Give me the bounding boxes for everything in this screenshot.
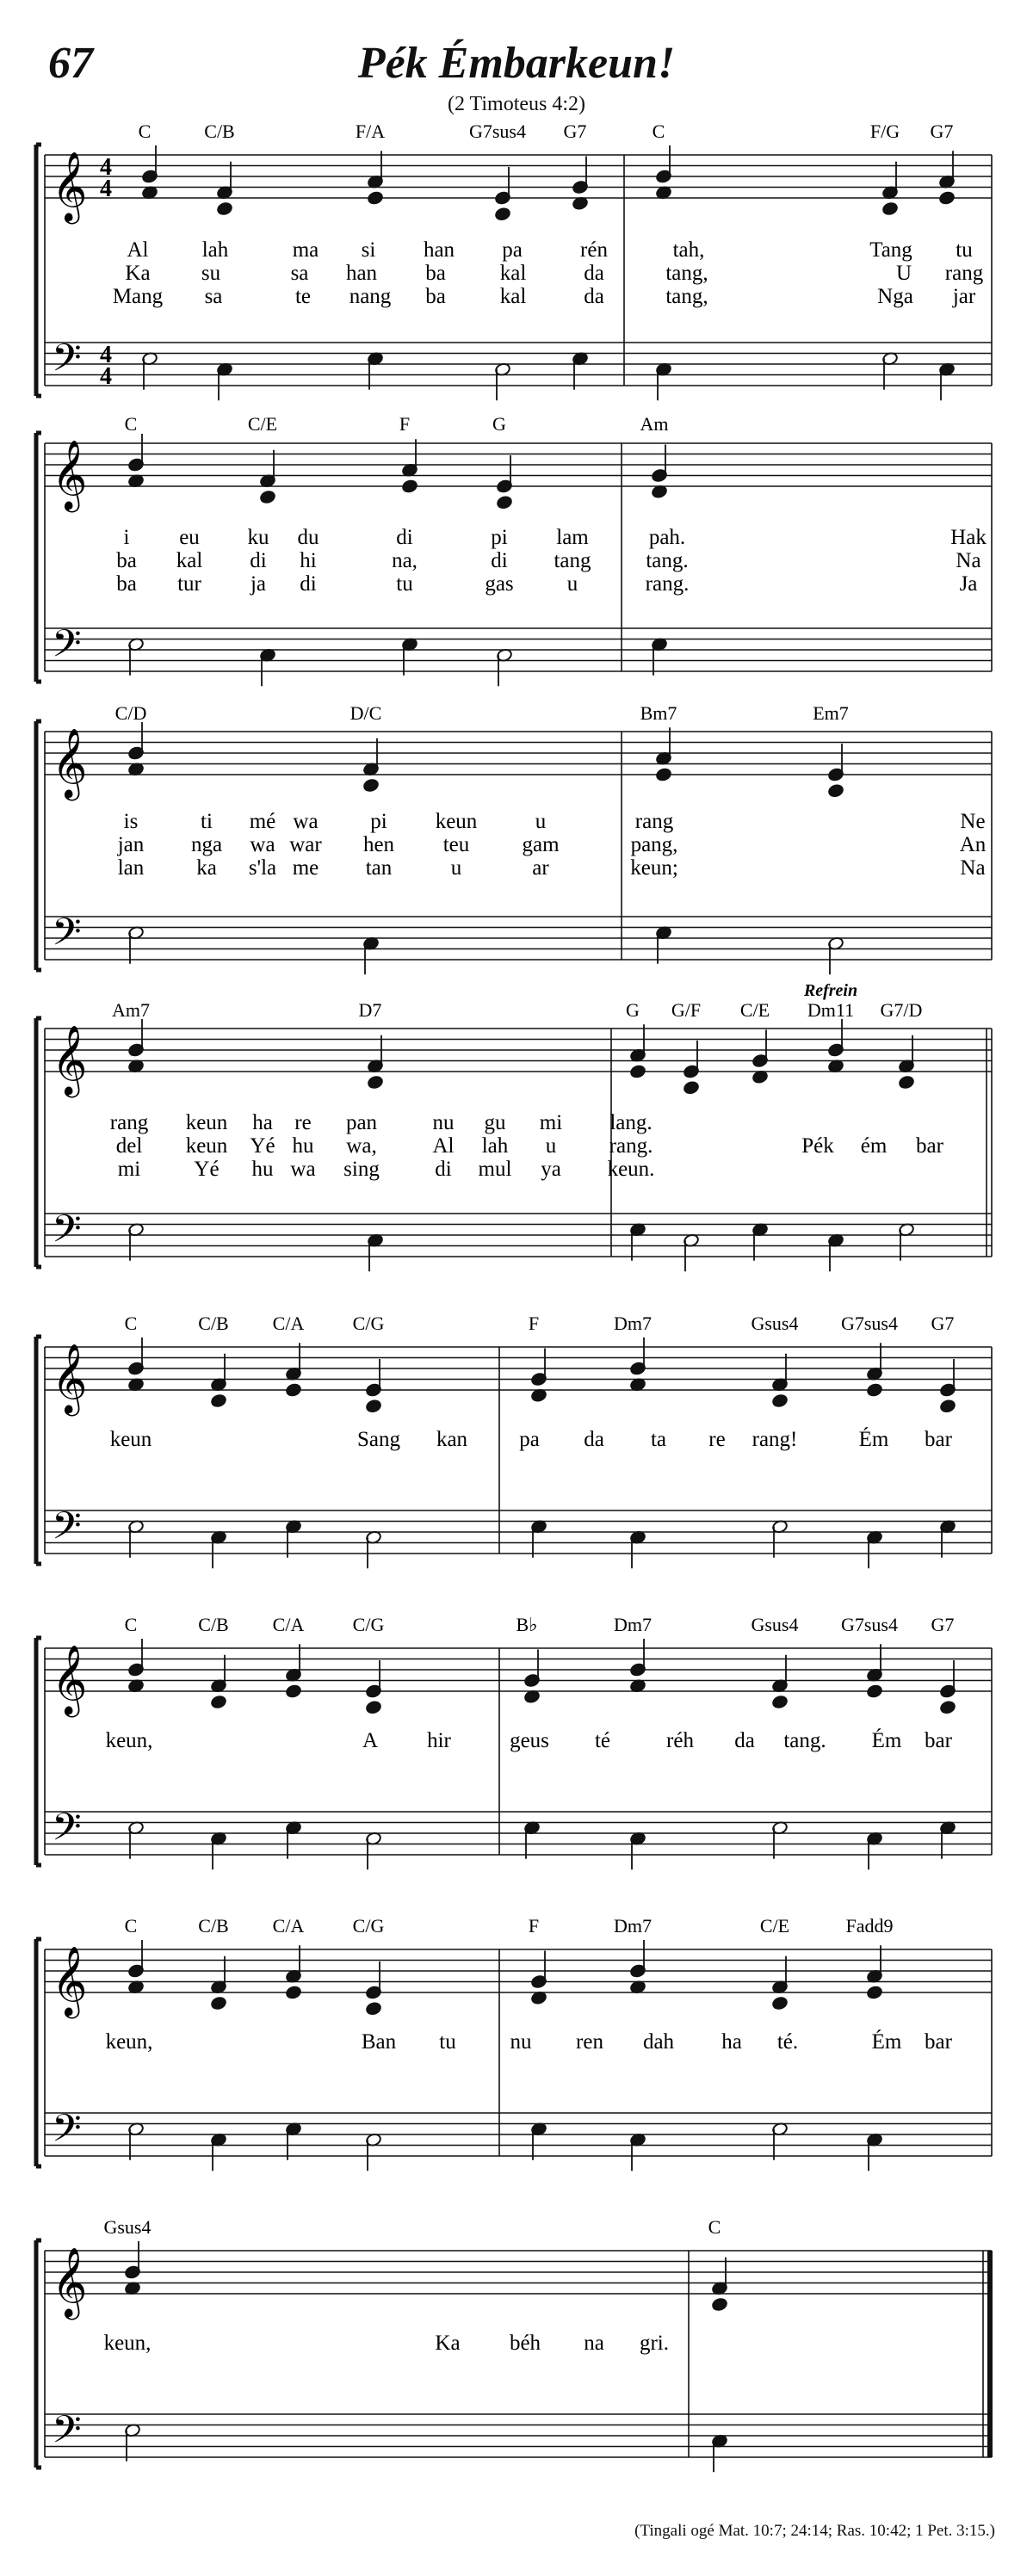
system-2-lyric-syllable: ba [116, 549, 137, 572]
system-1-lyric-syllable: han [423, 238, 455, 262]
system-6-lyric-syllable: geus [510, 1729, 549, 1752]
hymn-title: Pék Émbarkeun! [357, 39, 676, 88]
system-7-chord-symbol: C/B [198, 1915, 229, 1937]
system-8-lyric-syllable: gri. [639, 2332, 670, 2355]
system-2-lyric-syllable: di [250, 549, 267, 572]
system-2-treble-notehead [401, 479, 418, 494]
system-7-lyric-syllable: ha [721, 2030, 742, 2054]
system-7-lyric-syllable: tu [439, 2030, 456, 2054]
system-8-treble-clef-icon: 𝄞 [52, 2246, 88, 2317]
system-7-lyric-syllable: keun, [105, 2030, 153, 2054]
system-6-treble-clef-icon: 𝄞 [52, 1644, 88, 1714]
system-7-treble-notehead [365, 2001, 381, 2016]
system-3-bass-clef-icon: 𝄢 [52, 909, 82, 964]
system-4-lyric-syllable: gu [484, 1111, 506, 1134]
system-5-treble-clef-icon: 𝄞 [52, 1343, 88, 1413]
system-4-lyric-syllable: lang. [609, 1111, 653, 1134]
system-2-lyric-syllable: ba [116, 572, 137, 596]
system-7-chord-symbol: Dm7 [614, 1915, 652, 1937]
system-2-lyric-syllable: di [396, 526, 413, 549]
system-4-lyric-syllable: rang. [609, 1134, 653, 1158]
system-1-lyric-syllable: kal [499, 285, 527, 308]
system-2-treble-notehead [496, 495, 512, 510]
system-2-lyric-syllable: gas [485, 572, 514, 596]
system-5-lyric-syllable: bar [925, 1428, 952, 1451]
system-5-chord-symbol: F [528, 1313, 540, 1334]
system-8-final-barline-thick [987, 2251, 993, 2457]
system-6-treble-notehead [365, 1700, 381, 1714]
system-1-lyric-syllable: Nga [877, 285, 913, 308]
system-7-treble-notehead [285, 1986, 301, 2000]
system-1-treble-clef-icon: 𝄞 [52, 151, 88, 221]
system-3-lyric-syllable: keun; [630, 856, 678, 880]
system-1-lyric-syllable: tu [956, 238, 973, 262]
system-6-chord-symbol: C/B [198, 1614, 229, 1635]
system-8-bracket [36, 2240, 41, 2468]
system-5-lyric-syllable: re [708, 1428, 726, 1451]
system-1-chord-symbol: F/A [355, 120, 386, 142]
system-2-lyric-syllable: ja [250, 572, 267, 596]
system-8-lyric-syllable: keun, [103, 2332, 152, 2355]
system-2-lyric-syllable: du [297, 526, 319, 549]
system-4-lyric-syllable: ém [860, 1134, 888, 1158]
system-4-lyric-syllable: del [115, 1134, 143, 1158]
system-2-lyric-syllable: ku [247, 526, 269, 549]
system-3-chord-symbol: C/D [114, 702, 147, 724]
system-4-lyric-syllable: u [545, 1134, 557, 1158]
system-4-chord-symbol: Am7 [112, 999, 150, 1021]
system-1-lyric-syllable: Ka [125, 262, 151, 285]
system-5-chord-symbol: C/G [352, 1313, 385, 1334]
system-2-chord-symbol: C [124, 413, 138, 435]
system-3-lyric-syllable: An [959, 833, 987, 856]
system-6-treble-notehead [210, 1695, 226, 1709]
system-1-lyric-syllable: han [345, 262, 378, 285]
system-6-lyric-syllable: bar [925, 1729, 952, 1752]
system-6-chord-symbol: G7sus4 [840, 1614, 899, 1635]
system-1-lyric-syllable: tah, [672, 238, 705, 262]
system-5-lyric-syllable: da [584, 1428, 604, 1451]
system-3-lyric-syllable: teu [442, 833, 470, 856]
system-5-treble-notehead [866, 1383, 882, 1398]
system-4-lyric-syllable: hu [292, 1134, 314, 1158]
system-2-chord-symbol: F [399, 413, 411, 435]
system-7-lyric-syllable: Ban [361, 2030, 397, 2054]
system-7-lyric-syllable: dah [642, 2030, 675, 2054]
system-4-refrain-label: Refrein [803, 981, 858, 1000]
system-3-lyric-syllable: is [123, 810, 139, 833]
system-3-lyric-syllable: mé [249, 810, 276, 833]
system-1-treble-notehead [216, 201, 232, 216]
system-1-chord-symbol: F/G [869, 120, 900, 142]
system-4-lyric-syllable: Yé [250, 1134, 275, 1158]
system-4-lyric-syllable: nu [432, 1111, 455, 1134]
system-1-lyric-syllable: nang [349, 285, 392, 308]
system-6-lyric-syllable: tang. [783, 1729, 826, 1752]
system-2-lyric-syllable: Hak [950, 526, 987, 549]
system-1-treble-notehead [494, 207, 510, 221]
system-3-chord-symbol: Bm7 [640, 702, 677, 724]
system-1-lyric-syllable: te [294, 285, 312, 308]
system-1-chord-symbol: C [138, 120, 152, 142]
system-4-lyric-syllable: lah [481, 1134, 509, 1158]
system-5-lyric-syllable: keun [109, 1428, 152, 1451]
system-4-lyric-syllable: re [294, 1111, 312, 1134]
system-3-lyric-syllable: hen [362, 833, 395, 856]
system-5-treble-notehead [939, 1399, 956, 1413]
system-7-bracket [36, 1939, 41, 2166]
system-1-lyric-syllable: kal [499, 262, 527, 285]
system-4-lyric-syllable: bar [916, 1134, 943, 1158]
system-1-chord-symbol: G7 [563, 120, 587, 142]
system-6-lyric-syllable: réh [666, 1729, 694, 1752]
system-6-lyric-syllable: da [734, 1729, 755, 1752]
system-2-lyric-syllable: tang. [646, 549, 689, 572]
system-5-treble-notehead [365, 1399, 381, 1413]
system-3-lyric-syllable: war [289, 833, 322, 856]
system-6-treble-notehead [866, 1684, 882, 1699]
system-6-chord-symbol: C/A [272, 1614, 305, 1635]
system-2-lyric-syllable: tur [177, 572, 201, 596]
system-4-lyric-syllable: Yé [194, 1158, 220, 1181]
system-6-chord-symbol: G7 [931, 1614, 955, 1635]
system-6-treble-notehead [285, 1684, 301, 1699]
system-5-bass-clef-icon: 𝄢 [52, 1503, 82, 1558]
system-3-lyric-syllable: u [535, 810, 547, 833]
system-4-chord-symbol: G [626, 999, 640, 1021]
system-6-chord-symbol: Gsus4 [751, 1614, 799, 1635]
system-1-lyric-syllable: rang [944, 262, 984, 285]
system-3-lyric-syllable: Na [960, 856, 986, 880]
system-1-treble-notehead [881, 201, 898, 216]
system-3-lyric-syllable: s'la [248, 856, 277, 880]
system-1-lyric-syllable: ba [425, 285, 446, 308]
system-1-lyric-syllable: rén [580, 238, 608, 262]
system-1-chord-symbol: C/B [204, 120, 235, 142]
system-5-treble-notehead [285, 1383, 301, 1398]
system-1-bass-time-denominator: 4 [100, 363, 112, 390]
system-1-treble-time-numerator: 4 [100, 154, 112, 181]
system-4-bass-clef-icon: 𝄢 [52, 1206, 82, 1261]
system-7-lyric-syllable: nu [510, 2030, 532, 2054]
system-2-lyric-syllable: Na [956, 549, 981, 572]
system-2-lyric-syllable: Ja [959, 572, 978, 596]
system-4-lyric-syllable: keun. [607, 1158, 655, 1181]
system-2-bracket [36, 433, 41, 682]
system-5-lyric-syllable: ta [650, 1428, 667, 1451]
system-2-lyric-syllable: pah. [648, 526, 686, 549]
system-7-lyric-syllable: bar [925, 2030, 952, 2054]
system-7-bass-clef-icon: 𝄢 [52, 2105, 82, 2160]
system-8-chord-symbol: C [708, 2216, 721, 2238]
system-3-lyric-syllable: Ne [960, 810, 986, 833]
system-5-chord-symbol: G7 [931, 1313, 955, 1334]
system-2-treble-clef-icon: 𝄞 [52, 439, 88, 510]
system-4-lyric-syllable: sing [343, 1158, 380, 1181]
system-3-lyric-syllable: keun [435, 810, 478, 833]
system-4-chord-symbol: G/F [671, 999, 702, 1021]
system-1-treble-notehead [938, 191, 955, 206]
system-2-lyric-syllable: eu [179, 526, 200, 549]
system-7-treble-notehead [771, 1996, 788, 2011]
system-5-lyric-syllable: rang! [752, 1428, 798, 1451]
system-4-lyric-syllable: mi [117, 1158, 141, 1181]
system-3-lyric-syllable: me [292, 856, 319, 880]
system-7-chord-symbol: C [124, 1915, 138, 1937]
system-4-lyric-syllable: mi [539, 1111, 563, 1134]
system-4-chord-symbol: D7 [358, 999, 382, 1021]
system-4-lyric-syllable: Al [432, 1134, 455, 1158]
system-6-treble-notehead [939, 1700, 956, 1714]
system-3-lyric-syllable: ti [201, 810, 213, 833]
system-1-bass-clef-icon: 𝄢 [52, 335, 82, 390]
system-5-chord-symbol: Gsus4 [751, 1313, 799, 1334]
system-2-lyric-syllable: di [491, 549, 508, 572]
system-3-treble-clef-icon: 𝄞 [52, 727, 88, 798]
system-8-lyric-syllable: Ka [435, 2332, 461, 2355]
system-7-treble-notehead [210, 1996, 226, 2011]
system-3-treble-notehead [655, 768, 671, 782]
system-4-treble-notehead [367, 1075, 383, 1090]
system-1-lyric-syllable: jar [952, 285, 976, 308]
system-1-lyric-syllable: lah [201, 238, 229, 262]
system-1-lyric-syllable: sa [204, 285, 223, 308]
system-4-lyric-syllable: di [435, 1158, 452, 1181]
system-5-bracket [36, 1337, 41, 1564]
system-6-chord-symbol: B♭ [516, 1614, 538, 1635]
system-2-lyric-syllable: na, [392, 549, 418, 572]
system-1-lyric-syllable: tang, [665, 285, 708, 308]
system-6-lyric-syllable: té [594, 1729, 611, 1752]
system-4-lyric-syllable: wa, [346, 1134, 377, 1158]
system-3-lyric-syllable: wa [250, 833, 275, 856]
system-4-lyric-syllable: ha [252, 1111, 273, 1134]
system-2-lyric-syllable: u [566, 572, 578, 596]
system-1-lyric-syllable: Mang [112, 285, 164, 308]
system-7-treble-notehead [866, 1986, 882, 2000]
system-6-chord-symbol: Dm7 [614, 1614, 652, 1635]
system-6-bass-clef-icon: 𝄢 [52, 1804, 82, 1859]
system-5-chord-symbol: G7sus4 [840, 1313, 899, 1334]
system-5-lyric-syllable: kan [436, 1428, 468, 1451]
system-1-lyric-syllable: su [201, 262, 221, 285]
system-2-lyric-syllable: hi [300, 549, 317, 572]
system-5-lyric-syllable: Sang [357, 1428, 400, 1451]
system-2-chord-symbol: Am [640, 413, 669, 435]
system-6-chord-symbol: C/G [352, 1614, 385, 1635]
system-4-bracket [36, 1018, 41, 1267]
system-1-lyric-syllable: pa [502, 238, 523, 262]
system-7-chord-symbol: Fadd9 [845, 1915, 894, 1937]
system-3-lyric-syllable: jan [117, 833, 145, 856]
system-8-bass-clef-icon: 𝄢 [52, 2406, 82, 2462]
system-2-lyric-syllable: tang [554, 549, 591, 572]
system-7-chord-symbol: C/G [352, 1915, 385, 1937]
system-4-lyric-syllable: hu [251, 1158, 274, 1181]
system-1-lyric-syllable: ma [292, 238, 319, 262]
system-4-lyric-syllable: rang [109, 1111, 149, 1134]
system-7-lyric-syllable: ren [576, 2030, 603, 2054]
system-5-lyric-syllable: pa [519, 1428, 540, 1451]
system-6-treble-notehead [771, 1695, 788, 1709]
system-7-chord-symbol: C/A [272, 1915, 305, 1937]
system-4-chord-symbol: G7/D [880, 999, 923, 1021]
system-1-chord-symbol: C [652, 120, 665, 142]
system-1-bracket [36, 145, 41, 396]
system-5-treble-notehead [771, 1393, 788, 1408]
system-1-lyric-syllable: ba [425, 262, 446, 285]
system-4-lyric-syllable: keun [185, 1134, 228, 1158]
system-2-lyric-syllable: pi [491, 526, 508, 549]
system-7-lyric-syllable: té. [776, 2030, 799, 2054]
system-4-lyric-syllable: wa [290, 1158, 316, 1181]
system-3-lyric-syllable: wa [293, 810, 319, 833]
system-1-lyric-syllable: Al [127, 238, 149, 262]
system-3-lyric-syllable: nga [190, 833, 223, 856]
system-4-treble-clef-icon: 𝄞 [52, 1024, 88, 1095]
system-4-lyric-syllable: Pék [801, 1134, 834, 1158]
system-1-lyric-syllable: da [584, 285, 604, 308]
system-1-lyric-syllable: Tang [869, 238, 912, 262]
system-6-lyric-syllable: keun, [105, 1729, 153, 1752]
system-4-treble-notehead [683, 1080, 699, 1095]
system-3-lyric-syllable: lan [117, 856, 145, 880]
system-4-lyric-syllable: mul [478, 1158, 512, 1181]
system-7-chord-symbol: F [528, 1915, 540, 1937]
system-2-lyric-syllable: rang. [645, 572, 690, 596]
system-2-lyric-syllable: tu [396, 572, 413, 596]
system-1-lyric-syllable: da [584, 262, 604, 285]
system-7-lyric-syllable: Ém [871, 2030, 902, 2054]
scripture-reference: (2 Timoteus 4:2) [447, 93, 586, 115]
system-6-lyric-syllable: A [362, 1729, 379, 1752]
system-7-chord-symbol: C/E [759, 1915, 790, 1937]
system-5-lyric-syllable: Ém [858, 1428, 889, 1451]
hymn-number: 67 [48, 39, 93, 88]
system-5-chord-symbol: Dm7 [614, 1313, 652, 1334]
system-1-treble-notehead [367, 191, 383, 206]
system-2-lyric-syllable: i [123, 526, 130, 549]
system-7-treble-clef-icon: 𝄞 [52, 1945, 88, 2016]
system-3-chord-symbol: Em7 [813, 702, 849, 724]
system-3-lyric-syllable: rang [634, 810, 674, 833]
system-1-lyric-syllable: tang, [665, 262, 708, 285]
system-3-treble-notehead [362, 778, 379, 793]
system-4-chord-symbol: C/E [739, 999, 770, 1021]
system-4-treble-notehead [629, 1065, 646, 1079]
system-3-bracket [36, 721, 41, 970]
system-8-treble-notehead [711, 2297, 727, 2312]
system-8-chord-symbol: Gsus4 [103, 2216, 152, 2238]
system-3-lyric-syllable: pang, [630, 833, 678, 856]
system-2-chord-symbol: G [492, 413, 506, 435]
system-1-chord-symbol: G7sus4 [468, 120, 527, 142]
system-4-lyric-syllable: pan [345, 1111, 378, 1134]
system-1-treble-time-denominator: 4 [100, 176, 112, 202]
system-6-lyric-syllable: Ém [871, 1729, 902, 1752]
system-3-lyric-syllable: u [450, 856, 462, 880]
system-4-lyric-syllable: ya [541, 1158, 561, 1181]
system-5-treble-notehead [210, 1393, 226, 1408]
system-2-chord-symbol: C/E [247, 413, 278, 435]
system-6-bracket [36, 1638, 41, 1865]
system-1-lyric-syllable: sa [290, 262, 309, 285]
system-6-chord-symbol: C [124, 1614, 138, 1635]
system-3-lyric-syllable: ar [532, 856, 549, 880]
system-2-lyric-syllable: kal [176, 549, 203, 572]
system-6-lyric-syllable: hir [427, 1729, 451, 1752]
system-3-lyric-syllable: tan [365, 856, 393, 880]
system-3-chord-symbol: D/C [349, 702, 382, 724]
system-3-lyric-syllable: ka [196, 856, 217, 880]
system-4-lyric-syllable: keun [185, 1111, 228, 1134]
system-5-chord-symbol: C/B [198, 1313, 229, 1334]
system-3-lyric-syllable: gam [522, 833, 560, 856]
system-1-lyric-syllable: U [895, 262, 912, 285]
system-2-treble-notehead [259, 490, 275, 504]
system-5-chord-symbol: C/A [272, 1313, 305, 1334]
system-1-bass-time-numerator: 4 [100, 342, 112, 368]
system-8-lyric-syllable: béh [509, 2332, 541, 2355]
footer-references: (Tingali ogé Mat. 10:7; 24:14; Ras. 10:42; 1 Pet. 3:15.) [634, 2522, 995, 2540]
system-2-lyric-syllable: di [300, 572, 317, 596]
system-1-chord-symbol: G7 [930, 120, 954, 142]
system-5-chord-symbol: C [124, 1313, 138, 1334]
system-2-bass-clef-icon: 𝄢 [52, 621, 82, 676]
system-3-lyric-syllable: pi [370, 810, 387, 833]
system-4-chord-symbol: Dm11 [807, 999, 855, 1021]
system-4-treble-notehead [898, 1075, 914, 1090]
system-1-lyric-syllable: si [361, 238, 376, 262]
system-2-lyric-syllable: lam [556, 526, 589, 549]
system-3-treble-notehead [827, 783, 844, 798]
system-8-lyric-syllable: na [584, 2332, 604, 2355]
